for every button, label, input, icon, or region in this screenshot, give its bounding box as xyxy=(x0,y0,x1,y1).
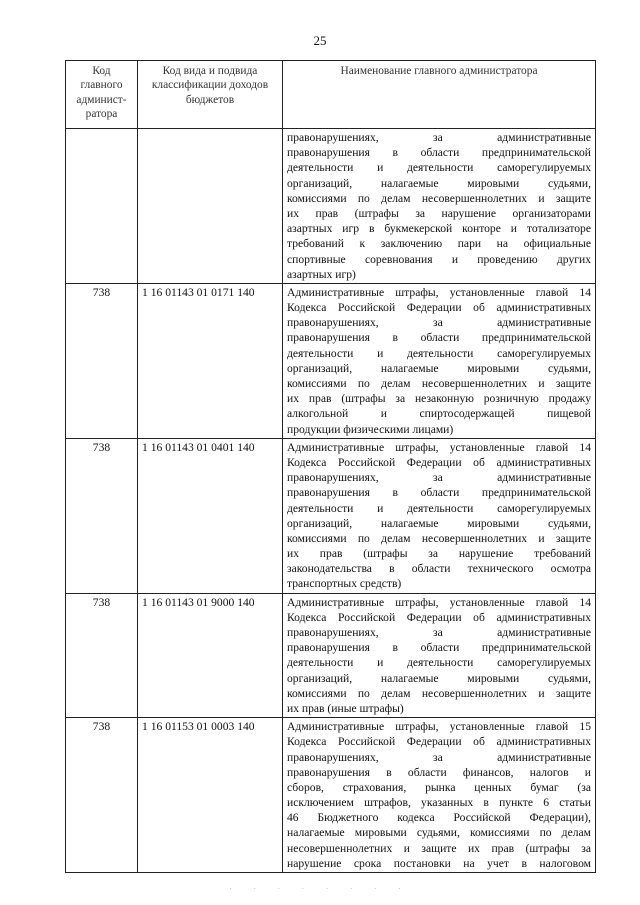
name-line: несовершеннолетних и защите их прав (штрафы за xyxy=(287,841,591,855)
header-income-code xyxy=(138,61,283,129)
name-line: правонарушения в области предпринимательской xyxy=(287,146,591,160)
admin-name-cell xyxy=(283,129,596,284)
name-line: 46 Бюджетного кодекса Российской Федерации), xyxy=(287,811,591,825)
name-line: азартных игр) xyxy=(287,267,356,281)
name-line: Административные штрафы, установленные главой 15 xyxy=(287,720,591,734)
name-line: их прав (штрафы за нарушение требований xyxy=(287,547,591,561)
name-line: деятельности и деятельности саморегулируемых xyxy=(287,656,591,670)
income-code-cell: 1 16 01143 01 9000 140 xyxy=(138,593,283,718)
header-line: главного xyxy=(80,79,123,92)
name-line: организаций, налагаемые мировыми судьями, xyxy=(287,361,591,375)
name-line: деятельности и деятельности саморегулируемых xyxy=(287,346,591,360)
name-line: исключением штрафов, указанных в пункте 6 статьи xyxy=(287,796,591,810)
admin-code-cell xyxy=(66,129,138,284)
income-code-cell: 1 16 01153 01 0003 140 xyxy=(138,718,283,873)
table-row xyxy=(66,129,596,284)
name-line: Кодекса Российской Федерации об административных xyxy=(287,610,591,624)
name-line: комиссиями по делам несовершеннолетних и защите xyxy=(287,377,591,390)
admin-name-cell xyxy=(283,593,596,718)
name-line: правонарушениях, за административные xyxy=(287,471,591,485)
name-line: спортивные соревнования и проведению других xyxy=(287,252,591,266)
name-line: Административные штрафы, установленные главой 14 xyxy=(287,595,591,609)
name-line: правонарушениях, за административные xyxy=(287,750,591,764)
name-line: комиссиями по делам несовершеннолетних и защите xyxy=(287,531,591,545)
scan-artifact-dots: · · · · · · · · xyxy=(229,885,411,893)
admin-code-cell: 738 xyxy=(66,438,138,593)
name-line: сборов, страхования, рынка ценных бумаг (за xyxy=(287,780,591,794)
name-line: Кодекса Российской Федерации об административных xyxy=(287,301,591,315)
income-code-cell: 1 16 01143 01 0171 140 xyxy=(138,283,283,438)
header-line: классификации доходов xyxy=(151,79,269,92)
income-code-cell xyxy=(138,129,283,284)
name-line: их прав (штрафы за нарушение организаторами xyxy=(287,206,591,220)
name-line: правонарушениях, за административные xyxy=(287,131,591,144)
table-row xyxy=(66,283,596,438)
income-classification-table xyxy=(65,60,596,873)
header-line: бюджетов xyxy=(185,93,235,106)
name-line: азартных игр в букмекерской конторе и тотализаторе xyxy=(287,222,591,236)
header-line: Наименование главного администратора xyxy=(340,65,538,77)
header-admin-name xyxy=(283,61,596,129)
name-line: комиссиями по делам несовершеннолетних и защите xyxy=(287,686,591,700)
page-number: 25 xyxy=(313,33,327,48)
name-line: их прав (иные штрафы) xyxy=(287,701,404,715)
header-admin-code xyxy=(66,61,138,129)
name-line: транспортных средств) xyxy=(287,577,402,591)
name-line: Административные штрафы, установленные главой 14 xyxy=(287,440,591,454)
table-row xyxy=(66,438,596,593)
name-line: налагаемые мировыми судьями, комиссиями по делам xyxy=(287,826,591,840)
name-line: требований к заключению пари на официальные xyxy=(287,237,591,251)
name-line: законодательства в области технического осмотра xyxy=(287,562,591,576)
name-line: продукции физическими лицами) xyxy=(287,422,454,436)
admin-code-cell: 738 xyxy=(66,283,138,438)
name-line: правонарушениях, за административные xyxy=(287,626,591,639)
name-line: Кодекса Российской Федерации об административных xyxy=(287,455,591,469)
table-header xyxy=(66,61,596,129)
name-line: правонарушения в области финансов, налогов и xyxy=(287,765,591,779)
header-line: админист- xyxy=(76,93,127,106)
name-line: правонарушения в области предпринимательской xyxy=(287,331,591,345)
name-line: комиссиями по делам несовершеннолетних и защите xyxy=(287,191,591,205)
header-line: Код вида и подвида xyxy=(162,65,258,77)
table-body xyxy=(66,129,596,873)
admin-name-cell xyxy=(283,718,596,873)
name-line: их прав (штрафы за незаконную розничную продажу xyxy=(287,392,591,406)
name-line: Кодекса Российской Федерации об административных xyxy=(287,735,591,749)
admin-code-cell: 738 xyxy=(66,718,138,873)
name-line: правонарушения в области предпринимательской xyxy=(287,486,591,500)
income-code-cell: 1 16 01143 01 0401 140 xyxy=(138,438,283,593)
name-line: правонарушениях, за административные xyxy=(287,316,591,330)
admin-code-cell: 738 xyxy=(66,593,138,718)
header-line: ратора xyxy=(85,107,118,120)
name-line: деятельности и деятельности саморегулируемых xyxy=(287,161,591,175)
name-line: организаций, налагаемые мировыми судьями, xyxy=(287,671,591,685)
name-line: Административные штрафы, установленные главой 14 xyxy=(287,285,591,299)
name-line: правонарушения в области предпринимательской xyxy=(287,641,591,655)
header-line: Код xyxy=(92,65,111,77)
name-line: организаций, налагаемые мировыми судьями, xyxy=(287,516,591,530)
name-line: деятельности и деятельности саморегулируемых xyxy=(287,501,591,515)
admin-name-cell xyxy=(283,438,596,593)
admin-name-cell xyxy=(283,283,596,438)
name-line: алкогольной и спиртосодержащей пищевой xyxy=(287,407,591,421)
table-row xyxy=(66,593,596,718)
name-line: нарушение срока постановки на учет в налоговом xyxy=(287,856,591,870)
name-line: организаций, налагаемые мировыми судьями, xyxy=(287,176,591,190)
table-row xyxy=(66,718,596,873)
